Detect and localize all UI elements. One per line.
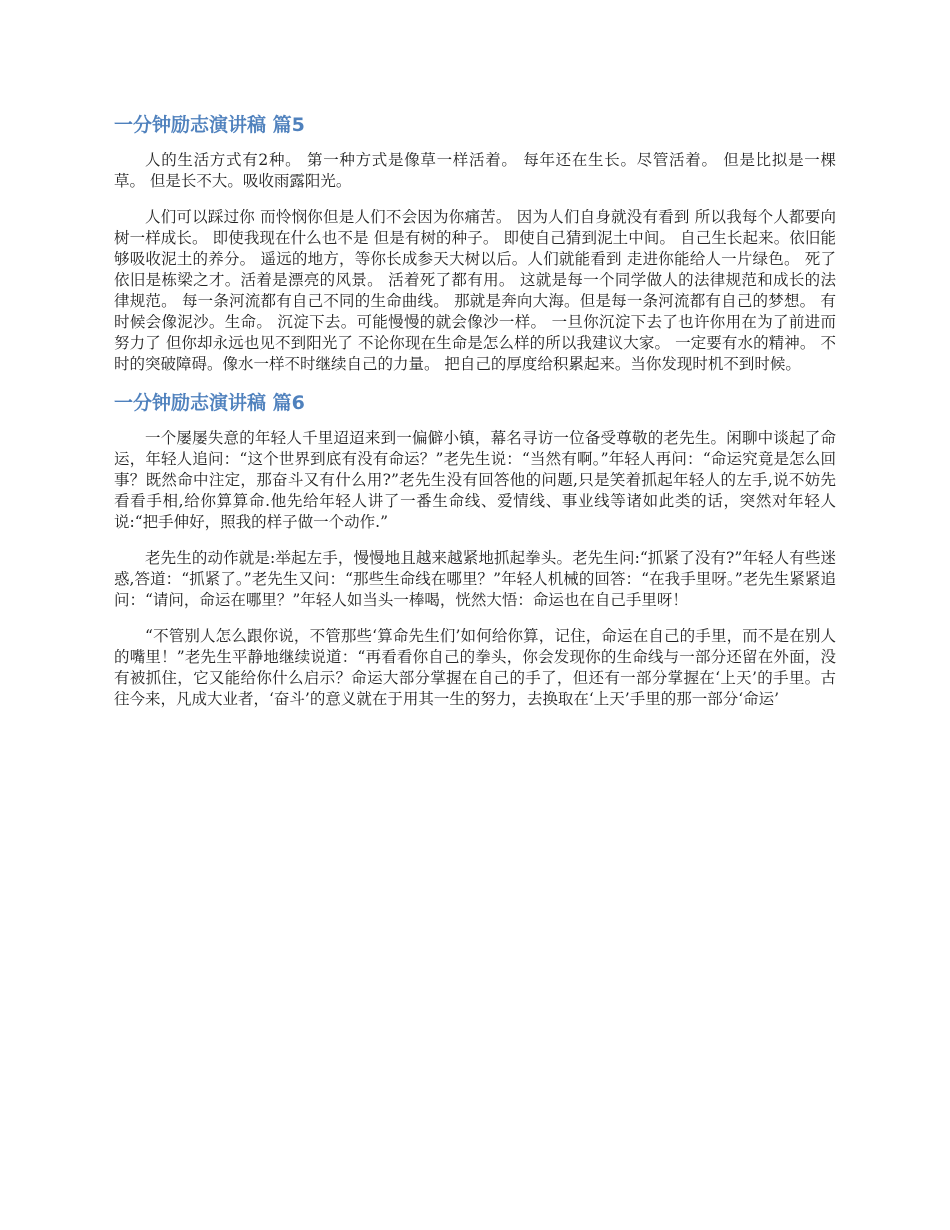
paragraph: 人们可以踩过你 而怜悯你但是人们不会因为你痛苦。 因为人们自身就没有看到 所以我每个人都要向树一样成长。 即使我现在什么也不是 但是有树的种子。 即使自己猜到泥土中间。 自己生长起来。依旧能够吸收泥土的养分。 遥远的地方，等你长成参天大树以后。人们就能看到 走进你能给人一片绿色。 死了依旧是栋梁之才。活着是漂亮的风景。 活着死了都有用。 这就是每一个同学做人的法律规范和成长的法律规范。 每一条河流都有自己不同的生命曲线。 那就是奔向大海。但是每一条河流都有自己的梦想。 有时候会像泥沙。生命。 沉淀下去。可能慢慢的就会像沙一样。 一旦你沉淀下去了也许你用在为了前进而努力了 但你却永远也见不到阳光了 不论你现在生命是怎么样的所以我建议大家。 一定要有水的精神。 不时的突破障碍。像水一样不时继续自己的力量。 把自己的厚度给积累起来。当你发现时机不到时候。 [114,208,836,373]
paragraph: 老先生的动作就是:举起左手，慢慢地且越来越紧地抓起拳头。老先生问:“抓紧了没有?”年轻人有些迷惑,答道：“抓紧了。”老先生又问：“那些生命线在哪里？”年轻人机械的回答：“在我手里呀。”老先生紧紧追问：“请问，命运在哪里？”年轻人如当头一棒喝，恍然大悟：命运也在自己手里呀！ [114,549,836,609]
paragraph: 人的生活方式有2种。 第一种方式是像草一样活着。 每年还在生长。尽管活着。 但是比拟是一棵草。 但是长不大。吸收雨露阳光。 [114,151,836,190]
section-5 [114,112,836,375]
section-title: 一分钟励志演讲稿 篇5 [114,114,305,136]
paragraph: 一个屡屡失意的年轻人千里迢迢来到一偏僻小镇，幕名寻访一位备受尊敬的老先生。闲聊中谈起了命运，年轻人追问：“这个世界到底有没有命运？”老先生说：“当然有啊。”年轻人再问：“命运究竟是怎么回事？既然命中注定，那奋斗又有什么用?”老先生没有回答他的问题,只是笑着抓起年轻人的左手,说不妨先看看手相,给你算算命.他先给年轻人讲了一番生命线、爱情线、事业线等诸如此类的话，突然对年轻人说:“把手伸好，照我的样子做一个动作.” [114,429,836,531]
section-6 [114,390,836,710]
paragraph: “不管别人怎么跟你说，不管那些‘算命先生们’如何给你算，记住，命运在自己的手里，而不是在别人的嘴里！”老先生平静地继续说道：“再看看你自己的拳头，你会发现你的生命线与一部分还留在外面，没有被抓住，它又能给你什么启示？命运大部分掌握在自己的手了，但还有一部分掌握在‘上天’的手里。古往今来，凡成大业者，‘奋斗’的意义就在于用其一生的努力，去换取在‘上天’手里的那一部分‘命运’ [114,627,836,708]
section-title: 一分钟励志演讲稿 篇6 [114,392,305,414]
document-body [114,112,836,725]
